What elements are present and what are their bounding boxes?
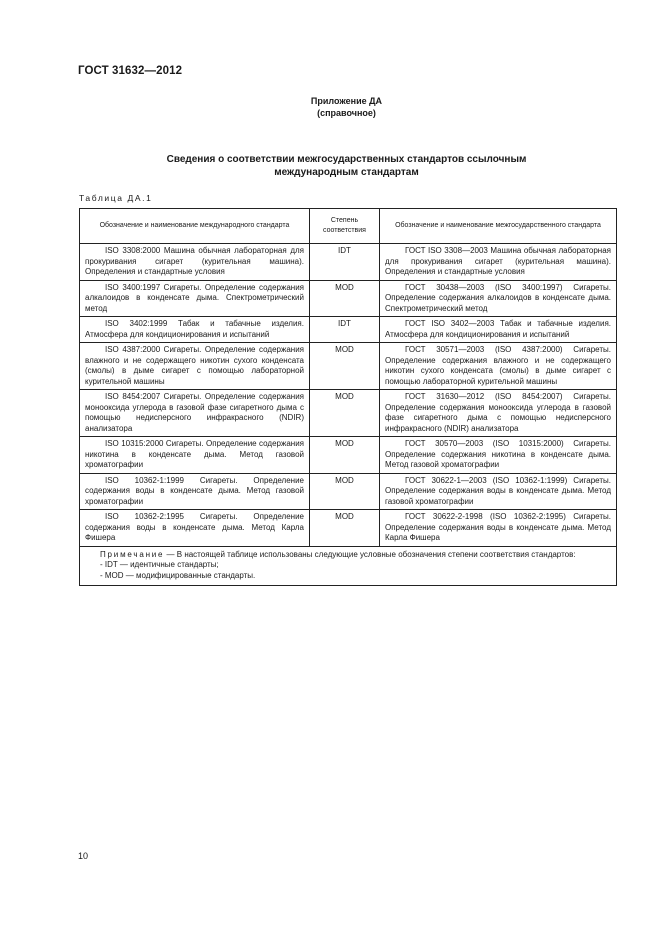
cell-international: ISO 8454:2007 Сигареты. Определение содержания монооксида углерода в газовой фазе сигаретного дыма с помощью недисперсного инфракрасного (NDIR) анализатора — [80, 390, 310, 437]
cell-interstate: ГОСТ 30571—2003 (ISO 4387:2000) Сигареты. Определение содержания влажного и не содержащего никотин сухого конденсата (смолы) в дыме сигарет с помощью лабораторной курительной машины — [380, 343, 617, 390]
appendix-title: Приложение ДА — [310, 96, 383, 106]
table-row — [80, 244, 617, 281]
cell-interstate: ГОСТ 30438—2003 (ISO 3400:1997) Сигареты. Определение содержания алкалоидов в конденсате дыма. Спектрометрический метод — [380, 280, 617, 317]
header-international: Обозначение и наименование международного стандарта — [80, 209, 310, 244]
cell-international: ISO 10362-1:1999 Сигареты. Определение содержания воды в конденсате дыма. Метод газовой хроматографии — [80, 473, 310, 510]
cell-degree: MOD — [310, 473, 380, 510]
cell-international: ISO 10315:2000 Сигареты. Определение содержания никотина в конденсате дыма. Метод газовой хроматографии — [80, 437, 310, 474]
note-label: Примечание — [100, 549, 165, 559]
cell-interstate: ГОСТ ISO 3308—2003 Машина обычная лабораторная для прокуривания сигарет (курительная машина). Определения и стандартные условия — [380, 244, 617, 281]
header-interstate: Обозначение и наименование межгосударственного стандарта — [380, 209, 617, 244]
section-title-line-2: международным стандартам — [274, 167, 419, 178]
cell-interstate: ГОСТ 31630—2012 (ISO 8454:2007) Сигареты. Определение содержания монооксида углерода в газовой фазе сигаретного дыма с помощью недисперсного инфракрасного (NDIR) анализатора — [380, 390, 617, 437]
section-title-line-1: Сведения о соответствии межгосударственных стандартов ссылочным — [166, 154, 527, 165]
cell-interstate: ГОСТ 30622-1—2003 (ISO 10362-1:1999) Сигареты. Определение содержания воды в конденсате дыма. Метод газовой хроматографии — [380, 473, 617, 510]
cell-interstate: ГОСТ 30570—2003 (ISO 10315:2000) Сигареты. Определение содержания никотина в конденсате дыма. Метод газовой хроматографии — [380, 437, 617, 474]
correspondence-table — [79, 208, 617, 586]
page-number: 10 — [78, 851, 89, 861]
cell-degree: IDT — [310, 244, 380, 281]
cell-international: ISO 3402:1999 Табак и табачные изделия. Атмосфера для кондиционирования и испытаний — [80, 317, 310, 343]
table-header-row — [80, 209, 617, 244]
table-row — [80, 390, 617, 437]
table-caption: Таблица ДА.1 — [79, 193, 153, 203]
cell-degree: MOD — [310, 390, 380, 437]
table-note — [80, 546, 617, 586]
cell-interstate: ГОСТ ISO 3402—2003 Табак и табачные изделия. Атмосфера для кондиционирования и испытаний — [380, 317, 617, 343]
note-item-idt: - IDT — идентичные стандарты; — [100, 560, 219, 569]
cell-interstate: ГОСТ 30622-2-1998 (ISO 10362-2:1995) Сигареты. Определение содержания воды в конденсате дыма. Метод Карла Фишера — [380, 510, 617, 547]
appendix-heading — [0, 95, 661, 119]
appendix-subtitle: (справочное) — [317, 108, 376, 118]
note-text: — В настоящей таблице использованы следующие условные обозначения степени соответствия стандартов: — [164, 549, 576, 559]
cell-international: ISO 3400:1997 Сигареты. Определение содержания алкалоидов в конденсате дыма. Спектрометрический метод — [80, 280, 310, 317]
note-item-mod: - MOD — модифицированные стандарты. — [100, 570, 256, 580]
cell-international: ISO 10362-2:1995 Сигареты. Определение содержания воды в конденсате дыма. Метод Карла Фишера — [80, 510, 310, 547]
cell-degree: MOD — [310, 343, 380, 390]
cell-degree: MOD — [310, 280, 380, 317]
table-row — [80, 317, 617, 343]
table-row — [80, 343, 617, 390]
cell-international: ISO 4387:2000 Сигареты. Определение содержания влажного и не содержащего никотин сухого конденсата (смолы) в дыме сигарет с помощью лабораторной курительной машины — [80, 343, 310, 390]
cell-degree: MOD — [310, 437, 380, 474]
cell-degree: MOD — [310, 510, 380, 547]
table-note-row — [80, 546, 617, 586]
cell-degree: IDT — [310, 317, 380, 343]
table-row — [80, 510, 617, 547]
table-row — [80, 280, 617, 317]
header-degree: Степень соответствия — [310, 209, 380, 244]
cell-international: ISO 3308:2000 Машина обычная лабораторная для прокуривания сигарет (курительная машина). Определения и стандартные условия — [80, 244, 310, 281]
section-title — [0, 153, 661, 179]
document-header: ГОСТ 31632—2012 — [78, 65, 183, 77]
table-row — [80, 473, 617, 510]
table-row — [80, 437, 617, 474]
